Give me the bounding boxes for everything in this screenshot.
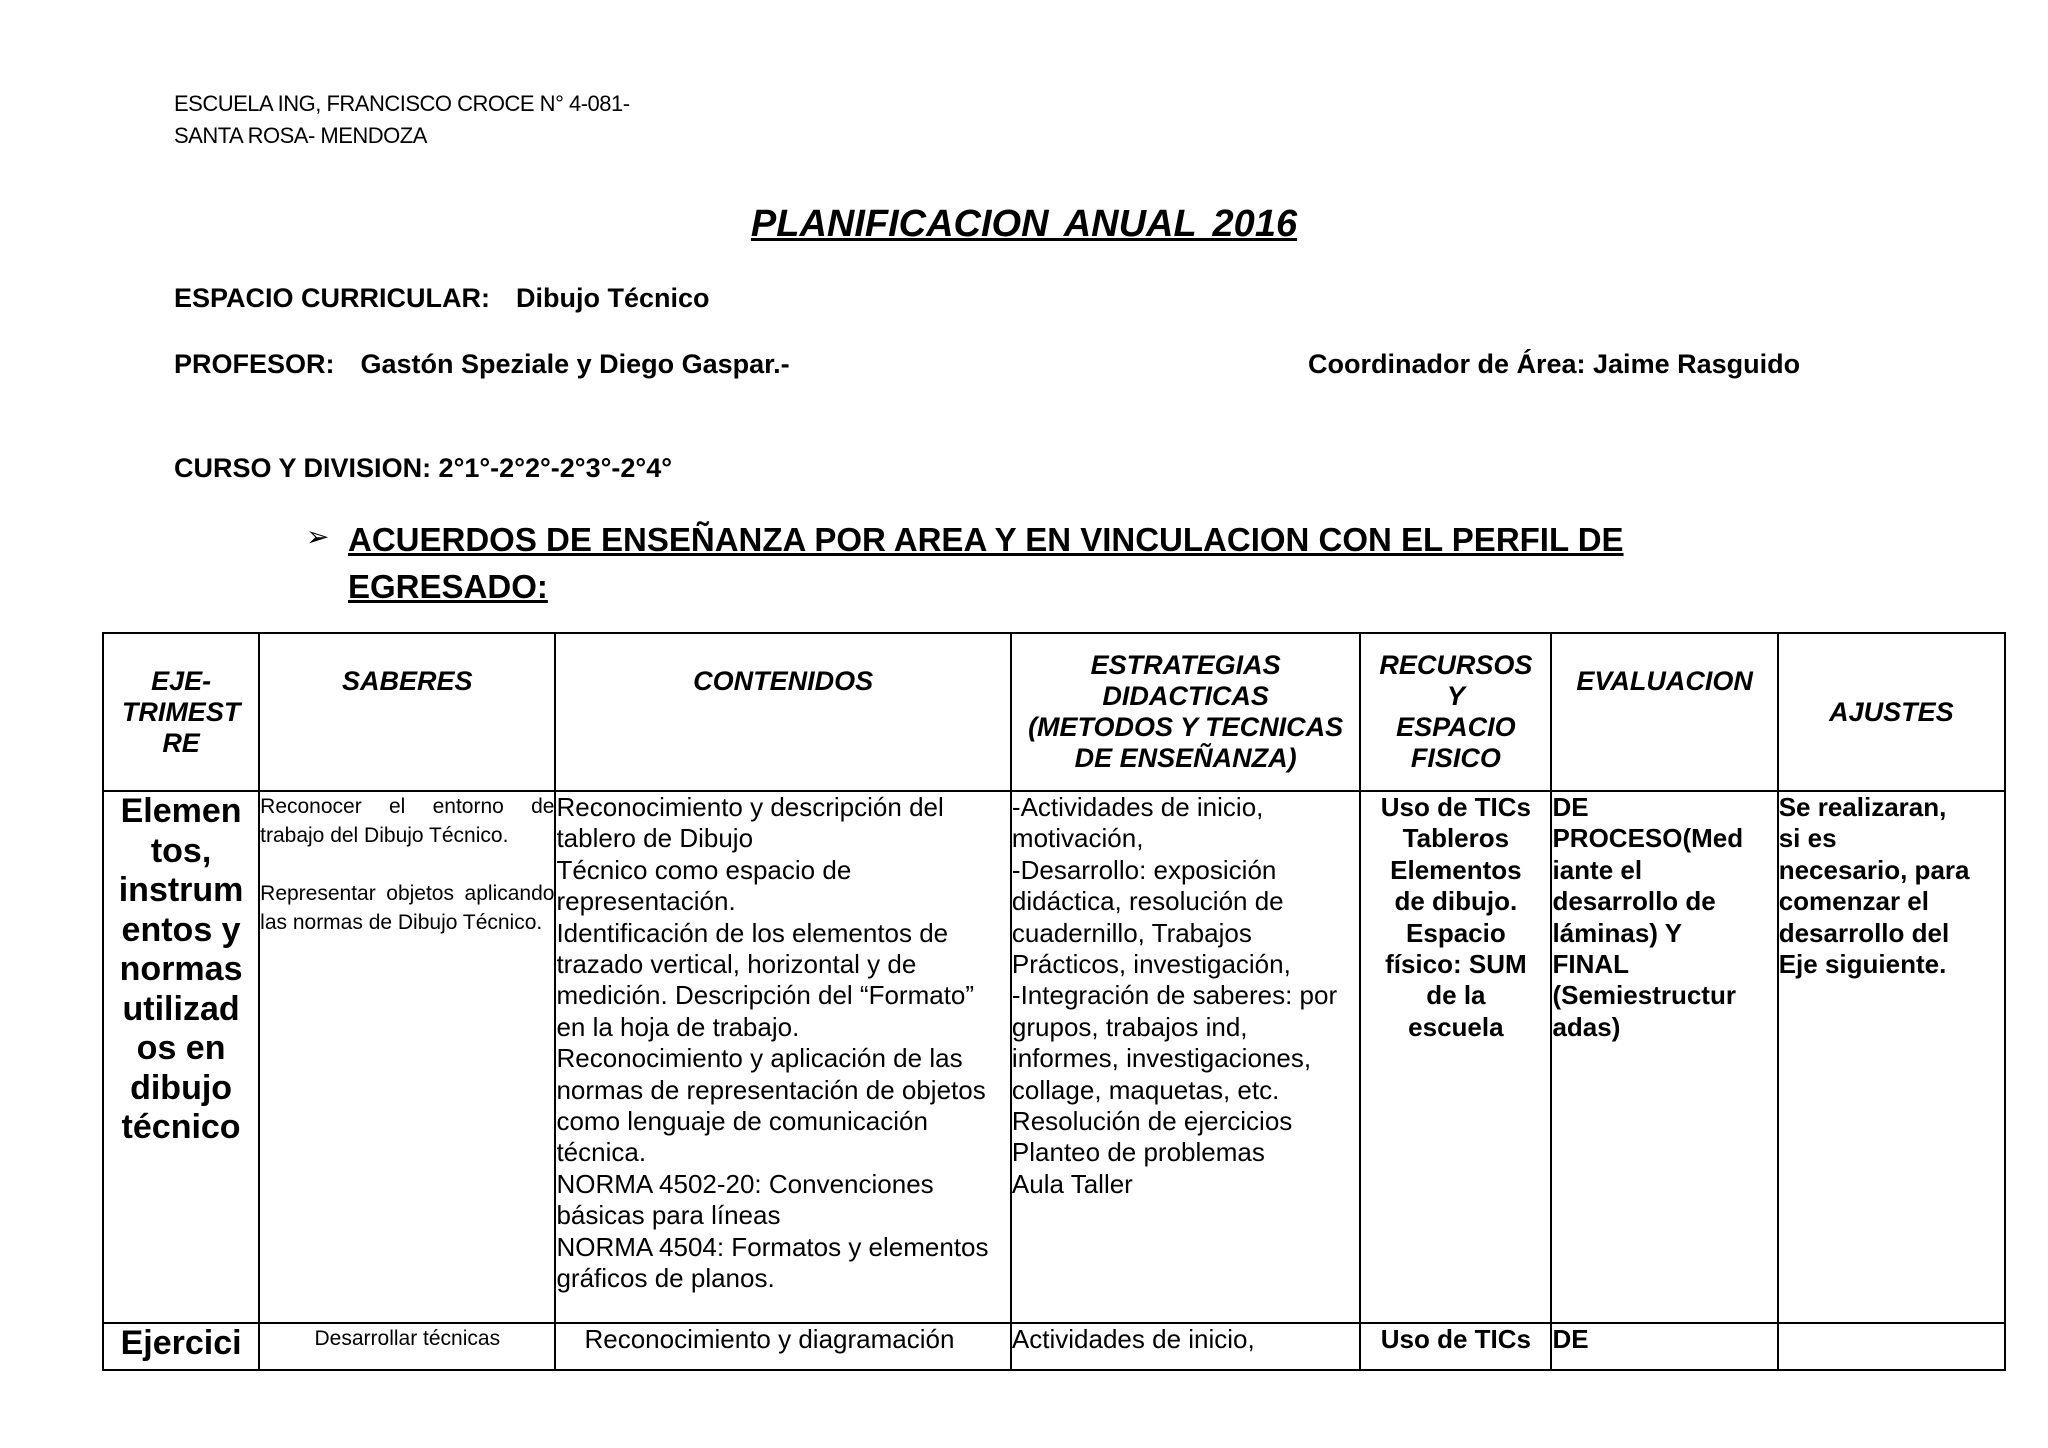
- header-estrategias: ESTRATEGIAS DIDACTICAS (METODOS Y TECNICAS DE ENSEÑANZA): [1011, 633, 1360, 791]
- profesor-label: PROFESOR:: [174, 349, 335, 379]
- cell-evaluacion: DE: [1551, 1323, 1777, 1370]
- espacio-label: ESPACIO CURRICULAR:: [174, 283, 490, 313]
- header-evaluacion: EVALUACION: [1551, 633, 1777, 791]
- header-ajustes: AJUSTES: [1778, 633, 2005, 791]
- school-header: [174, 88, 630, 152]
- table-header-row: [103, 633, 2005, 791]
- profesor: [174, 349, 790, 380]
- cell-ajustes: Se realizaran, si es necesario, para comenzar el desarrollo del Eje siguiente.: [1778, 791, 2005, 1323]
- cell-ajustes: [1778, 1323, 2005, 1370]
- profesor-value: Gastón Speziale y Diego Gaspar.-: [360, 349, 790, 379]
- cell-contenidos: Reconocimiento y descripción del tablero de Dibujo Técnico como espacio de representación. Identificación de los elementos de trazado vertical, horizontal y de medición. Descripción del “Formato” en la hoja de trabajo. Reconocimiento y aplicación de las normas de representación de objetos como lenguaje de comunicación técnica. NORMA 4502-20: Convenciones básicas para líneas NORMA 4504: Formatos y elementos gráficos de planos.: [555, 791, 1010, 1323]
- cell-estrategias: -Actividades de inicio, motivación, -Desarrollo: exposición didáctica, resolución de cuadernillo, Trabajos Prácticos, investigación, -Integración de saberes: por grupos, trabajos ind, informes, investigaciones, collage, maquetas, etc. Resolución de ejercicios Planteo de problemas Aula Taller: [1011, 791, 1360, 1323]
- cell-evaluacion: DE PROCESO(Med iante el desarrollo de láminas) Y FINAL (Semiestructur adas): [1551, 791, 1777, 1323]
- cell-contenidos: Reconocimiento y diagramación: [555, 1323, 1010, 1370]
- header-eje: EJE- TRIMEST RE: [103, 633, 259, 791]
- cell-eje: Elemen tos, instrum entos y normas utilizad os en dibujo técnico: [103, 791, 259, 1323]
- section-heading: ACUERDOS DE ENSEÑANZA POR AREA Y EN VINCULACION CON EL PERFIL DE EGRESADO:: [348, 521, 1624, 605]
- header-contenidos: CONTENIDOS: [555, 633, 1010, 791]
- espacio-curricular: [174, 283, 710, 314]
- school-location: SANTA ROSA- MENDOZA: [174, 123, 427, 148]
- cell-estrategias: Actividades de inicio,: [1011, 1323, 1360, 1370]
- page-title: PLANIFICACION ANUAL 2016: [750, 203, 1298, 245]
- planning-table: [102, 632, 2006, 1371]
- curso-division: CURSO Y DIVISION: 2°1°-2°2°-2°3°-2°4°: [174, 453, 673, 483]
- cell-saberes: Reconocer el entorno de trabajo del Dibujo Técnico. Representar objetos aplicando las normas de Dibujo Técnico.: [259, 791, 555, 1323]
- cell-eje: Ejercici: [103, 1323, 259, 1370]
- table-row: [103, 1323, 2005, 1370]
- header-saberes: SABERES: [259, 633, 555, 791]
- coordinador: Coordinador de Área: Jaime Rasguido: [1308, 349, 1801, 379]
- cell-recursos: Uso de TICs Tableros Elementos de dibujo. Espacio físico: SUM de la escuela: [1360, 791, 1551, 1323]
- espacio-value: Dibujo Técnico: [516, 283, 710, 313]
- arrow-bullet-icon: ➢: [306, 521, 330, 552]
- table-row: [103, 791, 2005, 1323]
- cell-saberes: Desarrollar técnicas: [259, 1323, 555, 1370]
- school-name: ESCUELA ING, FRANCISCO CROCE N° 4-081-: [174, 91, 630, 116]
- header-recursos: RECURSOS Y ESPACIO FISICO: [1360, 633, 1551, 791]
- cell-recursos: Uso de TICs: [1360, 1323, 1551, 1370]
